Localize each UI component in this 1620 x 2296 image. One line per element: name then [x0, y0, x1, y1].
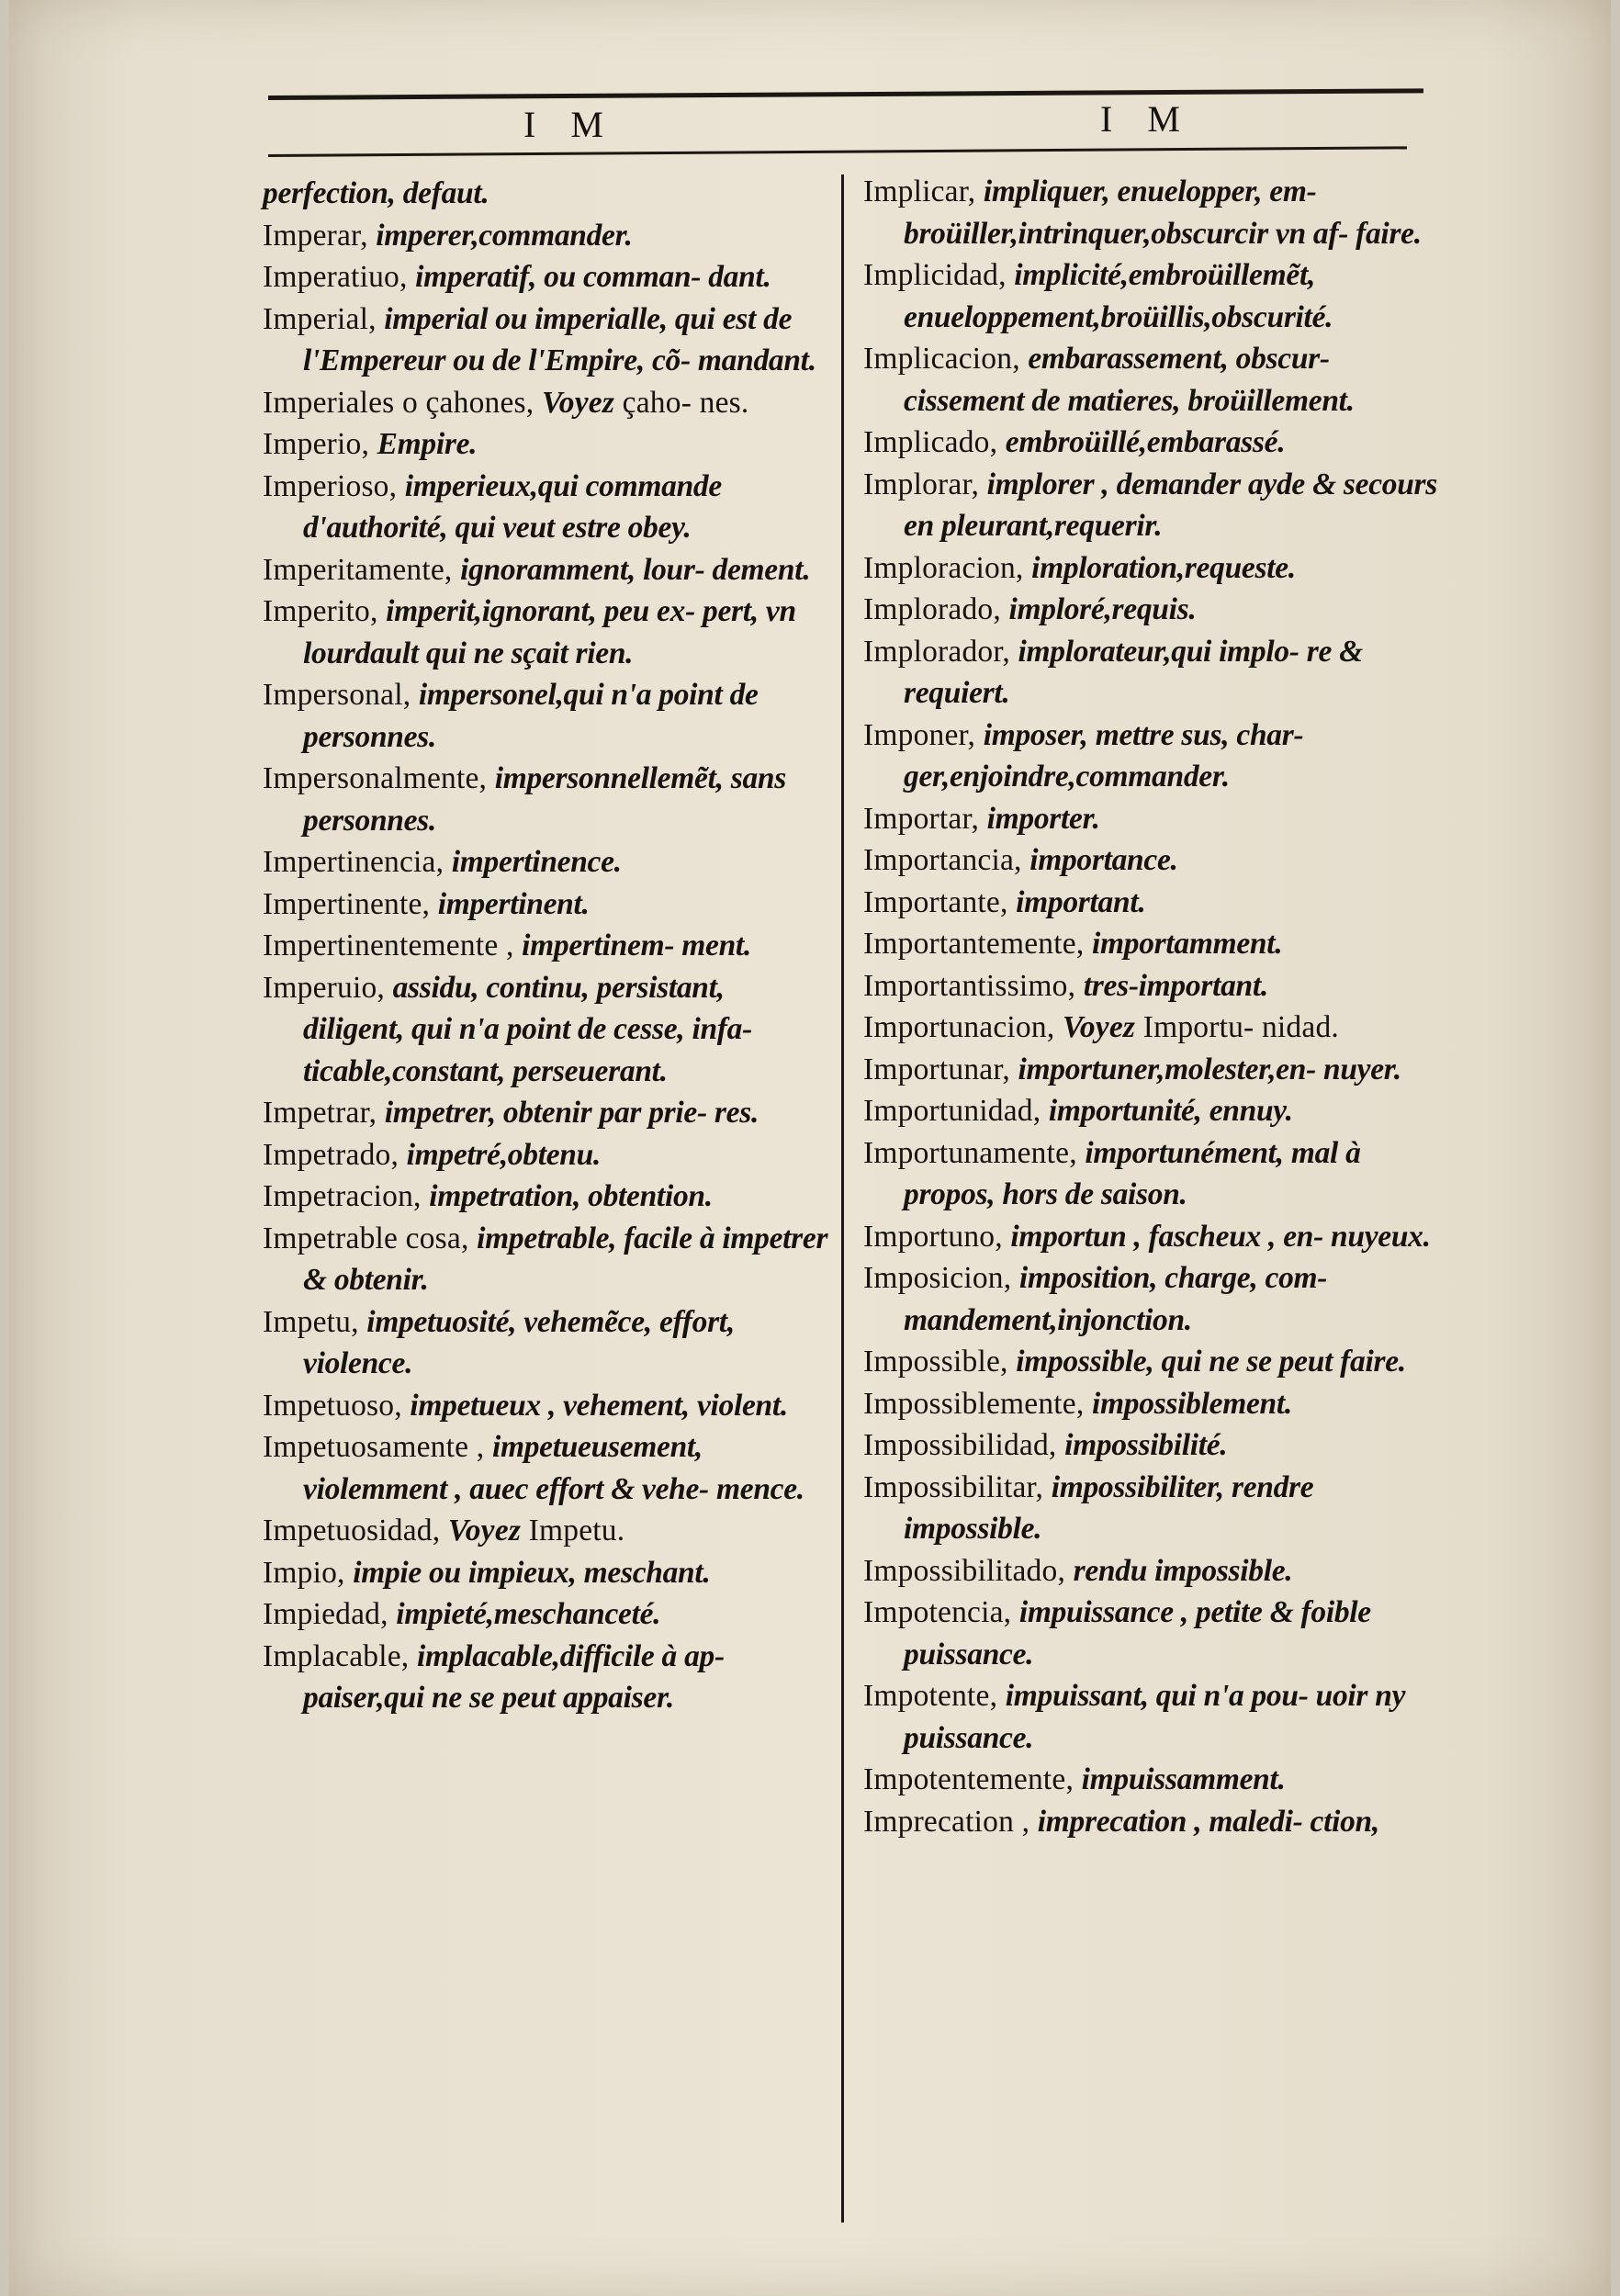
entry-definition: ignoramment, lour- dement.	[460, 552, 811, 587]
entry-headword: Importunidad,	[863, 1094, 1041, 1128]
dictionary-entry	[863, 589, 1451, 631]
dictionary-entry	[863, 1675, 1451, 1759]
dictionary-entry	[863, 1341, 1451, 1383]
entry-headword: Impiedad,	[263, 1597, 388, 1631]
dictionary-entry	[263, 1134, 832, 1176]
entry-headword: Impersonalmente,	[263, 761, 488, 795]
dictionary-entry	[263, 591, 832, 674]
entry-definition: impetueusement, violemment , auec effort & vehe- mence.	[303, 1430, 804, 1506]
dictionary-entry	[263, 215, 832, 257]
entry-headword: Importunacion,	[863, 1010, 1055, 1044]
dictionary-entry	[263, 256, 832, 298]
dictionary-entry	[263, 549, 832, 591]
dictionary-entry	[863, 1007, 1451, 1049]
dictionary-entry	[863, 422, 1451, 464]
entry-headword: Imperar,	[263, 218, 368, 253]
entry-headword: Imploracion,	[863, 550, 1024, 585]
entry-headword: Impotencia,	[863, 1595, 1012, 1629]
entry-headword: Implicar,	[863, 174, 976, 208]
entry-headword: Imperio,	[263, 427, 370, 461]
dictionary-entry	[263, 884, 832, 926]
dictionary-entry	[863, 464, 1451, 547]
entry-headword: Importantissimo,	[863, 968, 1076, 1003]
entry-definition: imperatif, ou comman- dant.	[415, 260, 771, 294]
entry-definition: imperit,ignorant, peu ex- pert, vn lourdault qui ne sçait rien.	[303, 594, 796, 670]
running-header-left: I M	[523, 104, 616, 145]
dictionary-entry	[263, 298, 832, 382]
dictionary-entry	[863, 1383, 1451, 1425]
entry-definition: impetrable, facile à impetrer & obtenir.	[303, 1221, 828, 1297]
dictionary-entry	[263, 758, 832, 841]
dictionary-entry	[263, 967, 832, 1093]
dictionary-entry	[863, 923, 1451, 965]
entry-headword: Imperiales o çahones,	[263, 385, 534, 420]
dictionary-entry	[263, 1552, 832, 1594]
entry-headword: Imperuio,	[263, 970, 385, 1005]
entry-definition: impossibiliter, rendre impossible.	[904, 1469, 1314, 1546]
entry-definition: importamment.	[1091, 927, 1283, 961]
entry-definition: important.	[1016, 884, 1146, 919]
dictionary-entry	[263, 925, 832, 967]
entry-definition: imperial ou imperialle, qui est de l'Empereur ou de l'Empire, cõ- mandant.	[303, 301, 816, 377]
entry-definition: tres-important.	[1083, 968, 1268, 1003]
entry-definition: imploration,requeste.	[1031, 550, 1296, 585]
entry-reference-target: Importu- nidad.	[1142, 1010, 1339, 1044]
entry-headword: Imperito,	[263, 594, 378, 628]
entry-definition: imprecation , maledi- ction,	[1037, 1804, 1379, 1839]
entry-headword: Impotentemente,	[863, 1762, 1074, 1796]
entry-headword: Importantemente,	[863, 927, 1085, 961]
entry-definition: embarassement, obscur- cissement de matieres, broüillement.	[904, 342, 1355, 418]
entry-headword: Impertinencia,	[263, 845, 444, 879]
entry-headword: Importunar,	[863, 1052, 1010, 1086]
entry-headword: Implicacion,	[863, 342, 1020, 376]
right-column	[863, 171, 1451, 1842]
book-page	[9, 0, 1611, 2296]
dictionary-entry	[263, 1593, 832, 1636]
entry-definition: implorateur,qui implo- re & requiert.	[904, 634, 1363, 710]
entry-headword: Implorado,	[863, 592, 1001, 626]
entry-definition: impuissant, qui n'a pou- uoir ny puissance.	[904, 1679, 1406, 1755]
dictionary-entry	[263, 423, 832, 466]
dictionary-entry	[263, 466, 832, 549]
entry-headword: Impio,	[263, 1555, 345, 1590]
dictionary-entry	[263, 841, 832, 884]
dictionary-entry	[863, 1257, 1451, 1341]
entry-headword: Imperioso,	[263, 468, 398, 503]
entry-definition: importer.	[986, 801, 1100, 836]
header-rule-bottom	[268, 146, 1407, 157]
entry-definition: rendu impossible.	[1073, 1553, 1293, 1588]
entry-headword: Impotente,	[863, 1679, 998, 1713]
dictionary-entry	[863, 1550, 1451, 1593]
entry-cross-reference: Voyez	[541, 385, 615, 420]
entry-definition: imperer,commander.	[376, 218, 633, 253]
dictionary-entry	[863, 254, 1451, 338]
entry-definition: imposer, mettre sus, char- ger,enjoindre,commander.	[904, 717, 1304, 793]
dictionary-entry	[863, 798, 1451, 840]
dictionary-entry	[863, 547, 1451, 590]
entry-headword: Impossibilitado,	[863, 1553, 1066, 1588]
dictionary-entry	[863, 631, 1451, 715]
entry-definition: impetré,obtenu.	[406, 1137, 602, 1172]
left-column	[263, 173, 832, 1719]
dictionary-entry	[263, 1301, 832, 1385]
entry-definition: imposition, charge, com- mandement,injonction.	[904, 1261, 1328, 1337]
entry-cross-reference: Voyez	[1062, 1010, 1136, 1044]
entry-headword: Impetu,	[263, 1304, 359, 1339]
entry-definition: impie ou impieux, meschant.	[353, 1555, 711, 1590]
entry-headword: Importancia,	[863, 843, 1022, 877]
entry-headword: Importante,	[863, 884, 1008, 919]
entry-definition: impossible, qui ne se peut faire.	[1016, 1345, 1406, 1379]
entry-reference-target: çaho- nes.	[622, 385, 749, 420]
entry-definition: impuissance , petite & foible puissance.	[904, 1595, 1371, 1671]
entry-headword: Impetuoso,	[263, 1388, 402, 1423]
dictionary-entry	[863, 1090, 1451, 1132]
entry-definition: importuner,molester,en- nuyer.	[1018, 1052, 1401, 1086]
entry-headword: Impetracion,	[263, 1179, 422, 1213]
entry-headword: Impetrable cosa,	[263, 1221, 469, 1255]
entry-definition: impertinem- ment.	[522, 929, 752, 962]
entry-definition: impetuosité, vehemẽce, effort, violence.	[303, 1304, 735, 1380]
entry-definition: impersonnellemẽt, sans personnes.	[303, 761, 786, 838]
dictionary-entry	[863, 1467, 1451, 1550]
dictionary-entry	[263, 173, 832, 215]
entry-definition: Empire.	[377, 427, 478, 461]
entry-definition: implicité,embroüillemẽt, enueloppement,broüillis,obscurité.	[904, 258, 1333, 334]
dictionary-entry	[263, 1218, 832, 1301]
entry-definition: perfection, defaut.	[263, 176, 489, 210]
entry-headword: Implorar,	[863, 467, 980, 501]
dictionary-entry	[263, 1385, 832, 1427]
dictionary-entry	[863, 1592, 1451, 1675]
entry-headword: Impertinente,	[263, 886, 431, 921]
entry-headword: Impetrado,	[263, 1137, 399, 1172]
entry-definition: implacable,difficile à ap- paiser,qui ne se peut appaiser.	[303, 1638, 725, 1715]
entry-headword: Implicado,	[863, 425, 998, 459]
dictionary-entry	[863, 882, 1451, 924]
dictionary-entry	[263, 1510, 832, 1552]
dictionary-entry	[263, 1636, 832, 1719]
entry-definition: implorer , demander ayde & secours en pleurant,requerir.	[904, 467, 1438, 543]
entry-definition: impieté,meschanceté.	[396, 1597, 661, 1631]
entry-headword: Impetuosamente ,	[263, 1430, 485, 1464]
entry-headword: Implicidad,	[863, 258, 1007, 292]
entry-headword: Impossibilitar,	[863, 1469, 1044, 1504]
entry-definition: impetration, obtention.	[429, 1179, 713, 1213]
entry-headword: Impossible,	[863, 1345, 1008, 1379]
entry-definition: impossibilité.	[1064, 1428, 1228, 1462]
entry-definition: importance.	[1029, 843, 1178, 877]
entry-headword: Impossibilidad,	[863, 1428, 1057, 1462]
entry-headword: Imperial,	[263, 301, 377, 336]
entry-cross-reference: Voyez	[447, 1514, 522, 1548]
dictionary-entry	[263, 674, 832, 758]
entry-definition: imploré,requis.	[1008, 592, 1197, 626]
entry-definition: impetueux , vehement, violent.	[410, 1388, 788, 1423]
dictionary-entry	[863, 715, 1451, 798]
entry-headword: Implacable,	[263, 1638, 410, 1673]
entry-definition: impossiblement.	[1092, 1386, 1292, 1421]
dictionary-entry	[863, 1216, 1451, 1258]
header-rule-top	[268, 88, 1423, 100]
column-divider	[841, 174, 844, 2223]
entry-headword: Imposicion,	[863, 1261, 1012, 1295]
entry-headword: Impetuosidad,	[263, 1514, 441, 1548]
dictionary-entry	[263, 1426, 832, 1510]
entry-headword: Importunamente,	[863, 1135, 1077, 1170]
dictionary-entry	[863, 1132, 1451, 1216]
dictionary-entry	[863, 171, 1451, 254]
running-header-right: I M	[1100, 98, 1193, 140]
dictionary-entry	[863, 839, 1451, 882]
dictionary-entry	[263, 382, 832, 424]
entry-definition: importunément, mal à propos, hors de saison.	[904, 1135, 1361, 1211]
entry-definition: embroüillé,embarassé.	[1005, 425, 1286, 459]
entry-headword: Imponer,	[863, 717, 976, 752]
dictionary-entry	[863, 1424, 1451, 1467]
entry-headword: Imperatiuo,	[263, 260, 408, 294]
dictionary-entry	[863, 1759, 1451, 1801]
entry-definition: imperieux,qui commande d'authorité, qui veut estre obey.	[303, 468, 722, 545]
dictionary-entry	[263, 1176, 832, 1218]
entry-headword: Implorador,	[863, 634, 1010, 669]
entry-headword: Impetrar,	[263, 1096, 377, 1130]
entry-headword: Impossiblemente,	[863, 1386, 1085, 1421]
entry-headword: Imprecation ,	[863, 1804, 1030, 1839]
entry-headword: Importar,	[863, 801, 980, 836]
entry-definition: importunité, ennuy.	[1048, 1094, 1293, 1128]
entry-headword: Impersonal,	[263, 678, 411, 712]
entry-definition: impetrer, obtenir par prie- res.	[384, 1096, 759, 1130]
dictionary-entry	[863, 338, 1451, 422]
entry-definition: assidu, continu, persistant, diligent, qui n'a point de cesse, infa- ticable,constant, perseuerant.	[303, 970, 752, 1088]
dictionary-entry	[863, 1801, 1451, 1843]
entry-headword: Imperitamente,	[263, 552, 453, 587]
entry-definition: impuissamment.	[1081, 1762, 1286, 1796]
entry-headword: Importuno,	[863, 1219, 1003, 1254]
entry-definition: impertinence.	[451, 845, 622, 879]
entry-reference-target: Impetu.	[528, 1514, 625, 1548]
dictionary-entry	[863, 1049, 1451, 1091]
entry-headword: Impertinentemente ,	[263, 929, 514, 962]
entry-definition: impliquer, enuelopper, em- broüiller,intrinquer,obscurcir vn af- faire.	[904, 174, 1422, 251]
entry-definition: impertinent.	[437, 886, 590, 921]
dictionary-entry	[863, 965, 1451, 1007]
entry-definition: impersonel,qui n'a point de personnes.	[303, 678, 759, 754]
entry-definition: importun , fascheux , en- nuyeux.	[1010, 1219, 1431, 1254]
dictionary-entry	[263, 1092, 832, 1134]
